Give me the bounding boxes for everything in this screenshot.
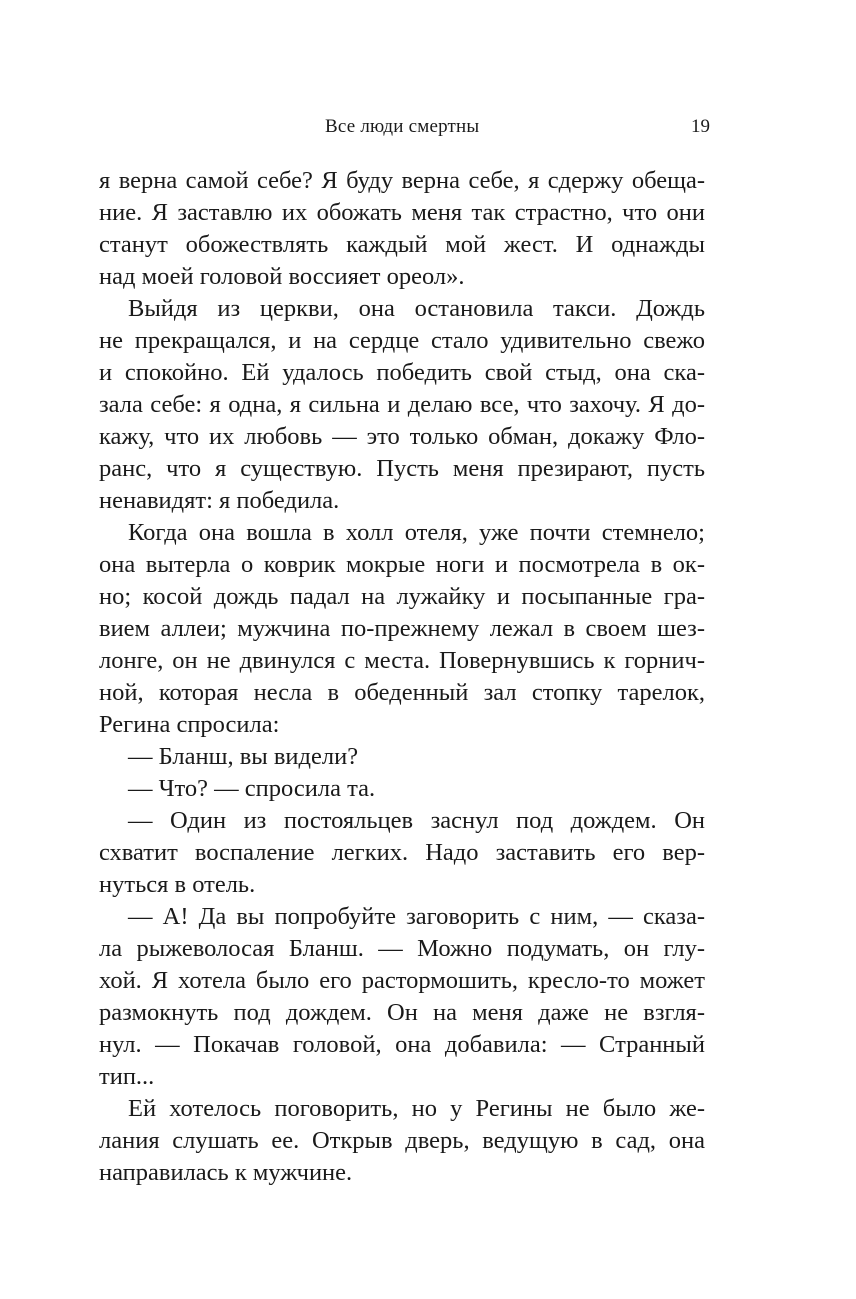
text-line: нул. — Покачав головой, она добавила: — Странный — [99, 1031, 705, 1058]
text-line: но; косой дождь падал на лужайку и посыпанные гра- — [99, 583, 705, 610]
text-line: ние. Я заставлю их обожать меня так страстно, что они — [99, 199, 705, 226]
text-line: Ей хотелось поговорить, но у Регины не было же- — [128, 1095, 705, 1122]
text-line: размокнуть под дождем. Он на меня даже не взгля- — [99, 999, 705, 1026]
text-line: ла рыжеволосая Бланш. — Можно подумать, он глу- — [99, 935, 705, 962]
text-line: направилась к мужчине. — [99, 1159, 353, 1186]
text-line: хой. Я хотела было его растормошить, кресло-то может — [99, 967, 705, 994]
text-line: вием аллеи; мужчина по-прежнему лежал в своем шез- — [99, 615, 705, 642]
text-line: кажу, что их любовь — это только обман, докажу Фло- — [99, 423, 705, 450]
text-line: нуться в отель. — [99, 871, 256, 898]
text-line: зала себе: я одна, я сильна и делаю все, что захочу. Я до- — [99, 391, 705, 418]
text-line: ранс, что я существую. Пусть меня презирают, пусть — [99, 455, 705, 482]
text-line: Выйдя из церкви, она остановила такси. Дождь — [128, 295, 705, 322]
text-line: я верна самой себе? Я буду верна себе, я сдержу обеща- — [99, 167, 705, 194]
text-line: Когда она вошла в холл отеля, уже почти стемнело; — [128, 519, 705, 546]
text-line: лания слушать ее. Открыв дверь, ведущую в сад, она — [99, 1127, 705, 1154]
text-line: тип... — [99, 1063, 155, 1090]
text-line: ной, которая несла в обеденный зал стопку тарелок, — [99, 679, 705, 706]
text-line: станут обожествлять каждый мой жест. И однажды — [99, 231, 705, 258]
dialogue-line: — Бланш, вы видели? — [128, 743, 359, 770]
page-number: 19 — [691, 116, 710, 137]
text-line: не прекращался, и на сердце стало удивительно свежо — [99, 327, 705, 354]
dialogue-line: — А! Да вы попробуйте заговорить с ним, — сказа- — [128, 903, 705, 930]
text-line: она вытерла о коврик мокрые ноги и посмотрела в ок- — [99, 551, 705, 578]
text-line: схватит воспаление легких. Надо заставить его вер- — [99, 839, 705, 866]
text-line: лонге, он не двинулся с места. Повернувшись к горнич- — [99, 647, 705, 674]
body-text — [99, 165, 705, 1189]
text-line: ненавидят: я победила. — [99, 487, 340, 514]
dialogue-line: — Один из постояльцев заснул под дождем. Он — [128, 807, 705, 834]
dialogue-line: — Что? — спросила та. — [128, 775, 376, 802]
text-line: и спокойно. Ей удалось победить свой стыд, она ска- — [99, 359, 705, 386]
running-title: Все люди смертны — [325, 116, 480, 137]
text-line: над моей головой воссияет ореол». — [99, 263, 465, 290]
text-line: Регина спросила: — [99, 711, 280, 738]
